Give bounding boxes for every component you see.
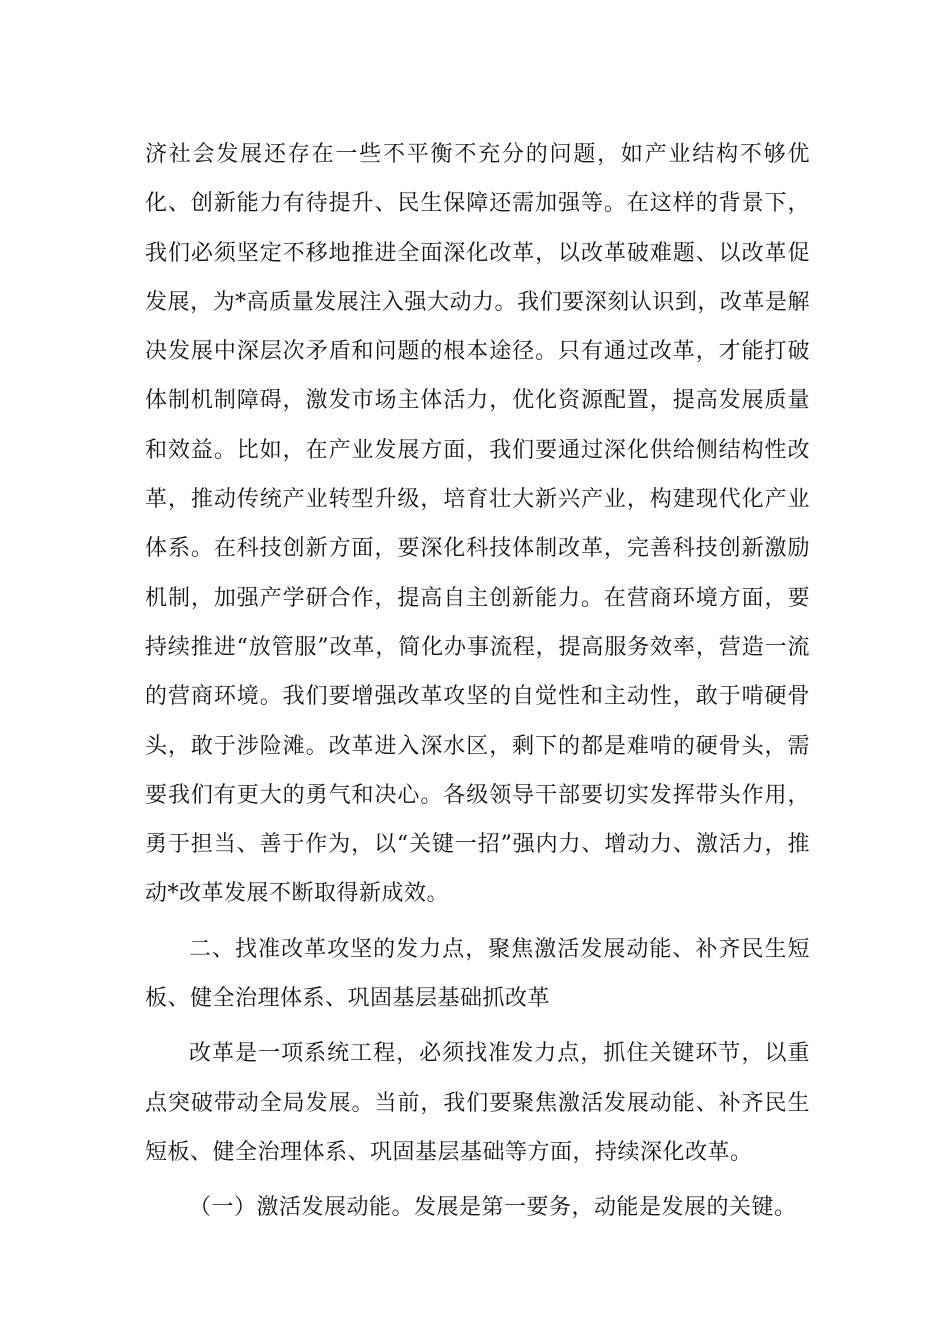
paragraph-reform-context: 济社会发展还存在一些不平衡不充分的问题，如产业结构不够优化、创新能力有待提升、民生保障还需加强等。在这样的背景下，我们必须坚定不移地推进全面深化改革，以改革破难题、以改革促发展，为*高质量发展注入强大动力。我们要深刻认识到，改革是解决发展中深层次矛盾和问题的根本途径。只有通过改革，才能打破体制机制障碍，激发市场主体活力，优化资源配置，提高发展质量和效益。比如，在产业发展方面，我们要通过深化供给侧结构性改革，推动传统产业转型升级，培育壮大新兴产业，构建现代化产业体系。在科技创新方面，要深化科技体制改革，完善科技创新激励机制，加强产学研合作，提高自主创新能力。在营商环境方面，要持续推进“放管服”改革，简化办事流程，提高服务效率，营造一流的营商环境。我们要增强改革攻坚的自觉性和主动性，敢于啃硬骨头，敢于涉险滩。改革进入深水区，剩下的都是难啃的硬骨头，需要我们有更大的勇气和决心。各级领导干部要切实发挥带头作用，勇于担当、善于作为，以“关键一招”强内力、增动力、激活力，推动*改革发展不断取得新成效。 [145,142,810,907]
paragraph-reform-system: 改革是一项系统工程，必须找准发力点，抓住关键环节，以重点突破带动全局发展。当前，我们要聚焦激活发展动能、补齐民生短板、健全治理体系、巩固基层基础等方面，持续深化改革。 [145,1041,810,1165]
section-heading-2: 二、找准改革攻坚的发力点，聚焦激活发展动能、补齐民生短板、健全治理体系、巩固基层基础抓改革 [145,936,810,1012]
subsection-heading-1: （一）激活发展动能。发展是第一要务，动能是发展的关键。 [189,1195,797,1221]
document-body [145,130,810,1233]
